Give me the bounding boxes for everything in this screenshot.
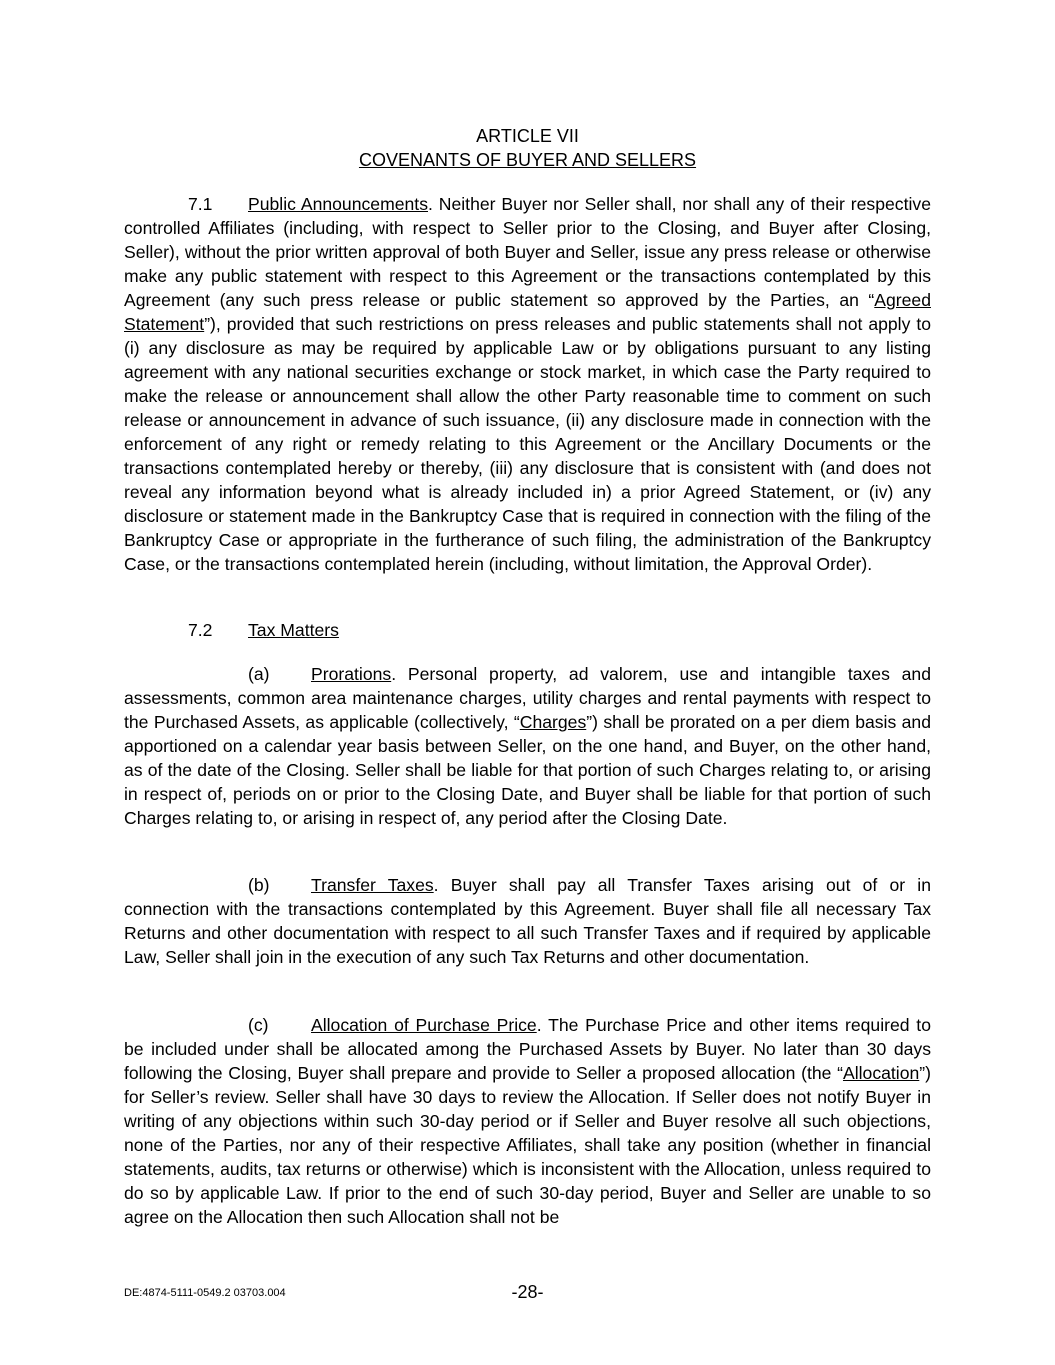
subsection-label: (c) (248, 1015, 269, 1035)
subsection-text: ”) shall be prorated on a per diem basis and apportioned on a calendar year basis between Seller, on the one hand, and Buyer, on the other hand, as of the date of the Closing. Seller shall be liable for that portion of such Charges relating to, or arising in respect of, periods on or prior to the Closing Date, and Buyer shall be liable for that portion of such Charges relating to, or arising in respect of, any period after the Closing Date. (124, 712, 931, 828)
subsection-text: ”) for Seller’s review. Seller shall have 30 days to review the Allocation. If Seller does not notify Buyer in writing of any objections within such 30-day period or if Seller and Buyer resolve all such objections, none of the Parties, nor any of their respective Affiliates, shall take any position (whether in financial statements, audits, tax returns or otherwise) which is inconsistent with the Allocation, unless required to do so by applicable Law. If prior to the end of such 30-day period, Buyer and Seller are unable to so agree on the Allocation then such Allocation shall not be (124, 1063, 931, 1227)
section-7-1-paragraph (124, 192, 931, 576)
defined-term: Agreed Statement (124, 290, 931, 334)
section-7-2-heading (124, 618, 931, 642)
defined-term: Charges (519, 712, 587, 732)
subsection-heading: Allocation of Purchase Price (311, 1015, 537, 1035)
section-heading: Public Announcements (248, 194, 428, 214)
subsection-text: . Personal property, ad valorem, use and intangible taxes and assessments, common area maintenance charges, utility charges and rental payments with respect to the Purchased Assets, as applicable (collectively, “ (124, 664, 931, 732)
subsection-label: (a) (248, 664, 270, 684)
page-number: -28- (511, 1282, 544, 1302)
document-id: DE:4874-5111-0549.2 03703.004 (124, 1287, 286, 1299)
section-text: . Neither Buyer nor Seller shall, nor shall any of their respective controlled Affiliates (including, with respect to Seller prior to the Closing, and Buyer after Closing, Seller), without the prior written approval of both Buyer and Seller, issue any press release or otherwise make any public statement with respect to this Agreement or the transactions contemplated by this Agreement (any such press release or public statement so approved by the Parties, an “ (124, 194, 931, 310)
subsection-text: . The Purchase Price and other items required to be included under shall be allocated among the Purchased Assets by Buyer. No later than 30 days following the Closing, Buyer shall prepare and provide to Seller a proposed allocation (the “ (124, 1015, 931, 1083)
section-heading: Tax Matters (248, 620, 339, 640)
subsection-c-paragraph (124, 1013, 931, 1229)
subsection-label: (b) (248, 875, 270, 895)
subsection-a-paragraph (124, 662, 931, 830)
defined-term: Allocation (842, 1063, 920, 1083)
section-number: 7.2 (188, 620, 213, 640)
subsection-b-paragraph (124, 873, 931, 969)
subsection-heading: Transfer Taxes (311, 875, 434, 895)
article-title: ARTICLE VII (476, 126, 579, 146)
section-number: 7.1 (188, 194, 213, 214)
section-text: ”), provided that such restrictions on press releases and public statements shall not apply to (i) any disclosure as may be required by applicable Law or by obligations pursuant to any listing agreement with any national securities exchange or stock market, in which case the Party required to make the release or announcement shall allow the other Party reasonable time to comment on such release or announcement in advance of such issuance, (ii) any disclosure made in connection with the enforcement of any right or remedy relating to this Agreement or the Ancillary Documents or the transactions contemplated hereby or thereby, (iii) any disclosure that is consistent with (and does not reveal any information beyond what is already included in) a prior Agreed Statement, or (iv) any disclosure or statement made in the Bankruptcy Case that is required in connection with the filing of the Bankruptcy Case or appropriate in the furtherance of such filing, the administration of the Bankruptcy Case, or the transactions contemplated herein (including, without limitation, the Approval Order). (124, 314, 931, 574)
subsection-text: . Buyer shall pay all Transfer Taxes arising out of or in connection with the transactions contemplated by this Agreement. Buyer shall file all necessary Tax Returns and other documentation with respect to all such Transfer Taxes and if required by applicable Law, Seller shall join in the execution of any such Tax Returns and other documentation. (124, 875, 931, 967)
subsection-heading: Prorations (311, 664, 392, 684)
article-subtitle: COVENANTS OF BUYER AND SELLERS (358, 150, 697, 170)
